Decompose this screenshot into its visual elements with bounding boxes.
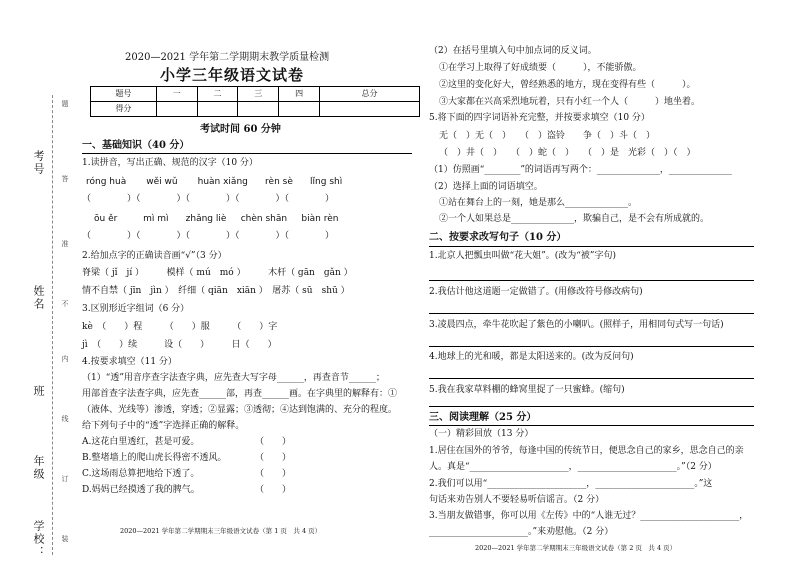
section-2-heading: 二、按要求改写句子（10 分） — [429, 232, 567, 243]
q3-row-1: kè （ ）程 （ ）服 （ ）字 — [82, 322, 278, 332]
section-2-rule — [429, 246, 754, 247]
binding-mark: 装 — [61, 535, 69, 542]
s5-answer-line[interactable] — [429, 406, 754, 407]
q4-option-d: D.妈妈已经摸透了我的脾气。 — [82, 485, 200, 495]
score-head: 总分 — [320, 87, 420, 102]
binding-mark: 题 — [61, 100, 69, 107]
r5-task-2a: ①站在舞台上的一刻，她是那么______________。 — [439, 198, 638, 208]
xuexiao-label: 学校： — [32, 520, 45, 559]
s4-answer-line[interactable] — [429, 378, 754, 379]
r5-task-2b: ②一个人如果总是______________，欺骗自己，是不会有所成就的。 — [439, 214, 710, 224]
q4-option-b: B.整堵墙上的爬山虎长得密不透风。 — [82, 453, 227, 463]
exam-title: 小学三年级语文试卷 — [160, 66, 305, 84]
exam-subtitle: 2020—2021 学年第二学期期末教学质量检测 — [125, 52, 330, 63]
nianji-label: 年级 — [32, 455, 45, 481]
s1-answer-line[interactable] — [429, 280, 754, 281]
q2-text: 2.给加点字的正确读音画“√”（3 分） — [82, 251, 227, 261]
q4-text: 4.按要求填空（11 分） — [82, 357, 177, 367]
q4-line-4: 给下列句子中的“透”字选择正确的解释。 — [82, 421, 245, 431]
r2-item-2: ②这里的变化好大，曾经熟悉的地方，现在变得有些（ ）。 — [439, 80, 696, 90]
binding-mark: 不 — [61, 300, 69, 307]
section-1-rule — [82, 153, 412, 154]
page-footer-2: 2020—2021 学年第二学期期末三年级语文试卷（第 2 页 共 4 页） — [475, 544, 677, 552]
q2-row-2: 情不自禁（ jīn jìn ） 纤细（ qiān xiān ） 屠苏（ sū shū ） — [82, 286, 350, 296]
right-page — [425, 0, 760, 561]
s2-text: 2.我估计他这道题一定做错了。(用修改符号修改病句) — [429, 287, 643, 297]
section-3-rule — [429, 425, 754, 426]
q1-answer-row-1[interactable]: （ ）（ ）（ ）（ ）（ ） — [82, 194, 335, 204]
p1-heading: （一）精彩回放（13 分） — [429, 429, 534, 439]
pinyin: biàn rèn — [301, 214, 339, 224]
binding-mark: 订 — [61, 475, 69, 482]
score-table — [90, 86, 420, 117]
s4-text: 4.地球上的光和暖，都是太阳送来的。(改为反问句) — [429, 352, 634, 362]
q4-option-a: A.这花白里透红，甚是可爱。 — [82, 437, 200, 447]
q3-row-2: jì （ ）续 设（ ） 日（ ） — [82, 340, 277, 350]
r2-item-1: ①在学习上取得了好成绩要（ ），不能骄傲。 — [439, 63, 642, 73]
page-footer-1: 2020—2021 学年第二学期期末三年级语文试卷（第 1 页 共 4 页） — [120, 527, 322, 535]
s2-answer-line[interactable] — [429, 313, 754, 314]
r2-item-3: ③大家都在兴高采烈地玩着，只有小红一个人（ ）地坐着。 — [439, 97, 701, 107]
banji-label: 班 — [32, 385, 45, 398]
q4-answer-c[interactable]: （ ） — [255, 469, 292, 479]
s3-text: 3.凌晨四点，牵牛花吹起了紫色的小喇叭。(照样子，用相同句式写一句话) — [429, 320, 724, 330]
q1-answer-row-2[interactable]: （ ）（ ）（ ）（ ）（ ） — [82, 231, 335, 241]
s1-text: 1.北京人把瓢虫叫做“花大姐”。(改为“被”字句) — [429, 251, 617, 261]
q4-answer-a[interactable]: （ ） — [255, 437, 292, 447]
s3-answer-line[interactable] — [429, 346, 754, 347]
pinyin: huàn xiǎng — [197, 177, 248, 187]
pinyin: róng huà — [86, 177, 127, 187]
pinyin: wěi wǔ — [146, 177, 178, 187]
score-head: 题号 — [91, 87, 157, 102]
q4-line-1: （1）“透”用音序查字法查字典，应先查大写字母______，再查音节______； — [82, 373, 385, 383]
score-head: 四 — [279, 87, 320, 102]
left-page — [80, 0, 415, 561]
p1-q2-line-1: 2.我们可以用“______________________，______________________。”这 — [429, 479, 713, 489]
pinyin: chèn shān — [240, 214, 288, 224]
kaohao-label: 考号 — [32, 150, 45, 176]
exam-time: 考试时间 60 分钟 — [200, 124, 281, 135]
p1-q1-line-1: 1.居住在国外的爷爷，每逢中国的传统节日，便思念自己的家乡，思念自己的亲 — [429, 446, 744, 456]
score-head: 二 — [197, 87, 238, 102]
score-head: 一 — [156, 87, 197, 102]
q4-line-3: （液体、光线等）渗透，穿透；②显露；③透彻；④达到饱满的、充分的程度。 — [82, 405, 398, 415]
r5-row-2: （ ）井（ ） （ ）蛇（ ） （ ）是 光彩（ ）（ ） — [439, 148, 696, 158]
pinyin: ōu ěr — [94, 214, 118, 224]
pinyin: rèn sè — [265, 177, 293, 187]
section-1-heading: 一、基础知识（40 分） — [82, 140, 190, 151]
p1-q2-line-2: 句话来劝告别人不要轻易听信谣言。（2 分） — [429, 495, 605, 505]
score-cell[interactable] — [197, 102, 238, 117]
score-cell[interactable] — [320, 102, 420, 117]
pinyin: lǐng shì — [310, 177, 343, 187]
q2-row-1: 脊梁（ jǐ jí ） 模样（ mú mó ） 木杆（ gān gǎn ） — [82, 268, 353, 278]
score-head: 三 — [238, 87, 279, 102]
score-cell[interactable] — [279, 102, 320, 117]
r2-text: （2）在括号里填入句中加点词的反义词。 — [429, 46, 597, 56]
score-cell[interactable] — [238, 102, 279, 117]
p1-q1-line-2: 人。真是“______________________，______________________。”（2 分） — [429, 462, 717, 472]
q1-pinyin-row-2 — [94, 214, 338, 225]
xingming-label: 姓名 — [32, 285, 45, 311]
q4-line-2: 用部首查字法查字典，应先查______部，再查______画。在字典里的解释有：① — [82, 389, 398, 399]
binding-mark: 准 — [61, 240, 69, 247]
r5-task-1: （1）仿照画“________”的词语再写两个：______________，______________ — [429, 165, 732, 175]
q4-answer-b[interactable]: （ ） — [255, 453, 292, 463]
pinyin: mì mì — [143, 214, 169, 224]
score-head: 得分 — [91, 102, 157, 117]
r5-text: 5.将下面的四字词语补充完整，并按要求填空（10 分） — [429, 113, 650, 123]
section-3-heading: 三、阅读理解（25 分） — [429, 412, 537, 423]
pinyin: zhǎng liè — [185, 214, 227, 224]
q1-pinyin-row-1 — [86, 177, 342, 188]
q1-text: 1.读拼音，写出正确、规范的汉字（10 分） — [82, 158, 258, 168]
p1-q3-line-1: 3.当朋友做错事，你可以用《左传》中的“人谁无过？______________________， — [429, 511, 749, 521]
p1-q3-line-2: ______________________。”来劝慰他。（2 分） — [429, 527, 614, 537]
binding-mark: 答 — [61, 175, 69, 182]
binding-mark: 线 — [61, 415, 69, 422]
binding-dashed-line — [52, 95, 53, 555]
binding-strip — [0, 0, 78, 561]
s5-text: 5.我在我家草料棚的蜂窝里捉了一只蜜蜂。(缩句) — [429, 385, 625, 395]
r5-task-2: （2）选择上面的词语填空。 — [429, 182, 543, 192]
q4-option-c: C.这场雨总算把地给下透了。 — [82, 469, 200, 479]
q4-answer-d[interactable]: （ ） — [255, 485, 292, 495]
r5-row-1: 无（ ）无（ ） （ ）盗铃 争（ ）斗（ ） — [439, 131, 656, 141]
q3-text: 3.区别形近字组词（6 分） — [82, 304, 190, 314]
score-cell[interactable] — [156, 102, 197, 117]
binding-mark: 内 — [61, 355, 69, 362]
